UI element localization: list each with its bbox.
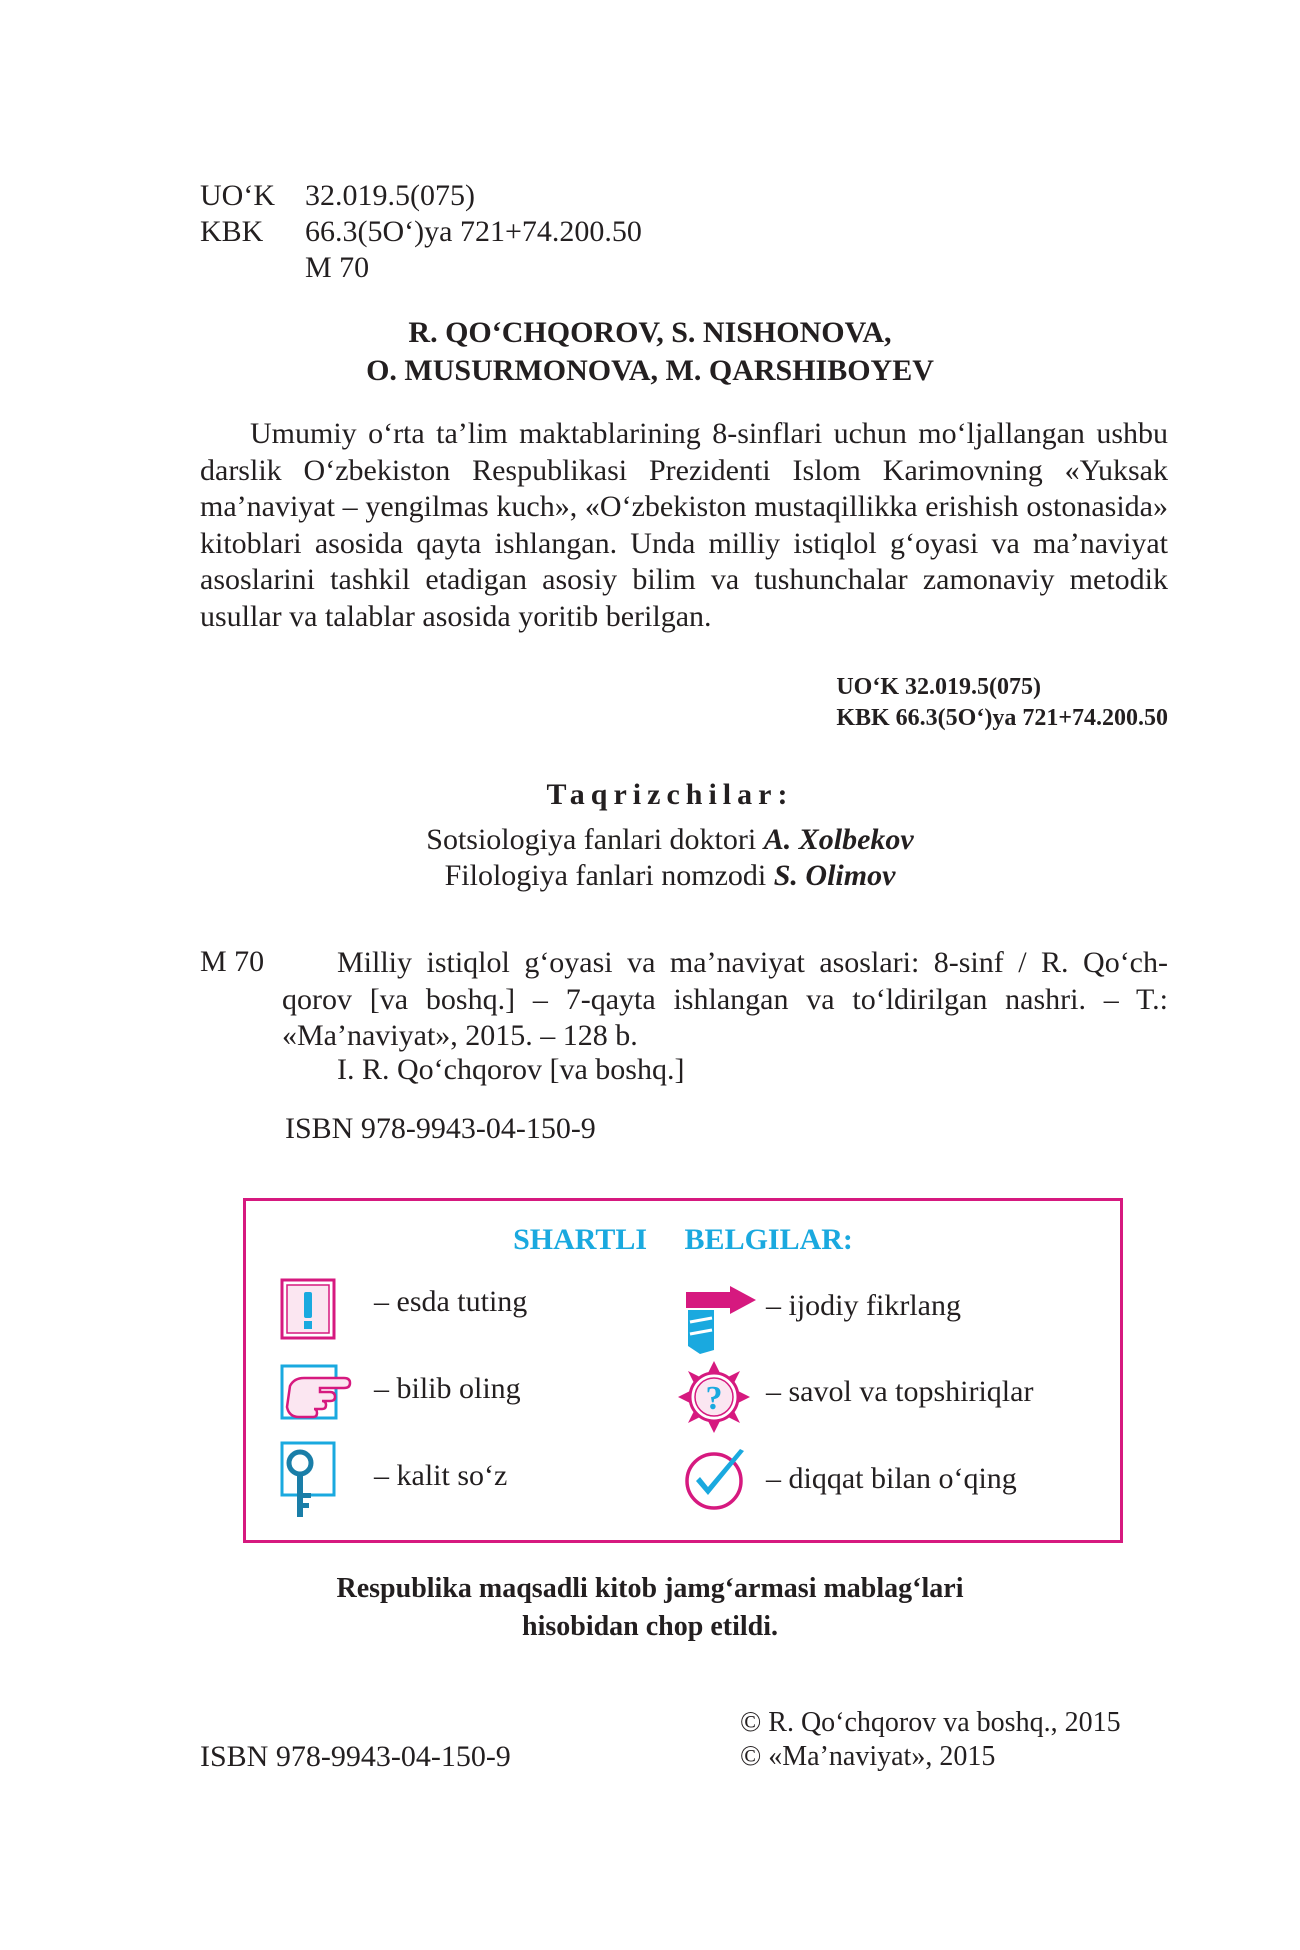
udk-line <box>200 178 475 214</box>
copyright <box>740 1706 1121 1774</box>
reviewer-2-name: S. Olimov <box>773 859 896 892</box>
authors <box>0 314 1300 390</box>
kbk-value: 66.3(5O‘)ya 721+74.200.50 <box>305 215 642 248</box>
abstract-codes <box>836 672 1168 734</box>
authors-line-2: O. MUSURMONOVA, M. QARSHIBOYEV <box>366 354 934 387</box>
catalog-isbn: ISBN 978-9943-04-150-9 <box>285 1112 596 1145</box>
creative-arrow-icon <box>684 1286 758 1361</box>
legend-item-read-carefully: – diqqat bilan o‘qing <box>766 1462 1017 1495</box>
abstract-code-udk: UO‘K 32.019.5(075) <box>836 674 1041 700</box>
reviewer-1-role: Sotsiologiya fanlari doktori <box>426 823 757 856</box>
question-icon <box>676 1359 752 1440</box>
catalog-subject: I. R. Qo‘chqorov [va boshq.] <box>337 1053 685 1086</box>
copyright-line-1: © R. Qo‘chqorov va boshq., 2015 <box>740 1707 1121 1738</box>
funding-line-2: hisobidan chop etildi. <box>522 1611 778 1642</box>
udk-label: UO‘K <box>200 179 275 212</box>
legend-box <box>243 1198 1123 1543</box>
abstract-code-kbk: KBK 66.3(5O‘)ya 721+74.200.50 <box>836 705 1168 731</box>
exclamation-icon <box>280 1278 336 1345</box>
reviewers-title: Taqrizchilar: <box>546 778 794 811</box>
svg-text:?: ? <box>705 1380 723 1417</box>
legend-item-creative: – ijodiy fikrlang <box>766 1289 961 1322</box>
legend-item-learn: – bilib oling <box>374 1372 521 1405</box>
author-mark: M 70 <box>305 251 370 284</box>
copyright-line-2: © «Ma’naviyat», 2015 <box>740 1741 996 1772</box>
legend-item-remember: – esda tuting <box>374 1285 528 1318</box>
funding-note <box>0 1570 1300 1646</box>
legend-title: SHARTLI BELGILAR: <box>513 1223 853 1256</box>
authors-line-1: R. QO‘CHQOROV, S. NISHONOVA, <box>408 316 892 349</box>
udk-value: 32.019.5(075) <box>305 179 475 212</box>
legend-item-questions: – savol va topshiriqlar <box>766 1375 1034 1408</box>
footer-isbn: ISBN 978-9943-04-150-9 <box>200 1740 511 1773</box>
catalog-code: M 70 <box>200 945 265 978</box>
reviewer-2 <box>0 858 1300 894</box>
reviewer-1 <box>0 822 1300 858</box>
funding-line-1: Respublika maqsadli kitob jamg‘armasi mablag‘lari <box>336 1573 964 1604</box>
reviewer-2-role: Filologiya fanlari nomzodi <box>444 859 767 892</box>
legend-item-keyword: – kalit so‘z <box>374 1459 508 1492</box>
checkmark-icon <box>682 1447 752 1516</box>
kbk-line <box>200 214 642 250</box>
key-icon <box>280 1441 336 1526</box>
reviewer-1-name: A. Xolbekov <box>763 823 914 856</box>
abstract-text: Umumiy o‘rta ta’lim maktablarining 8-sinflari uchun mo‘ljallangan ushbu darslik O‘zbekiston Respublikasi Prezidenti Islom Karimovning «Yuksak ma’naviyat – yengilmas kuch», «O‘zbekiston mustaqillikka erishish ostonasida» kitoblari asosida qayta ishlangan. Unda milliy istiqlol g‘oyasi va ma’naviyat asoslarini tashkil etadigan asosiy bilim va tushunchalar zamonaviy metodik usullar va talablar asosida yoritib berilgan. <box>200 417 1168 633</box>
catalog-text: Milliy istiqlol g‘oyasi va ma’naviyat asoslari: 8-sinf / R. Qo‘ch-qorov [va boshq.] – 7-qayta ishlangan va to‘ldirilgan nashri. – T.: «Ma’naviyat», 2015. – 128 b. <box>282 946 1168 1052</box>
pointing-hand-icon <box>280 1364 360 1425</box>
kbk-label: KBK <box>200 215 264 248</box>
